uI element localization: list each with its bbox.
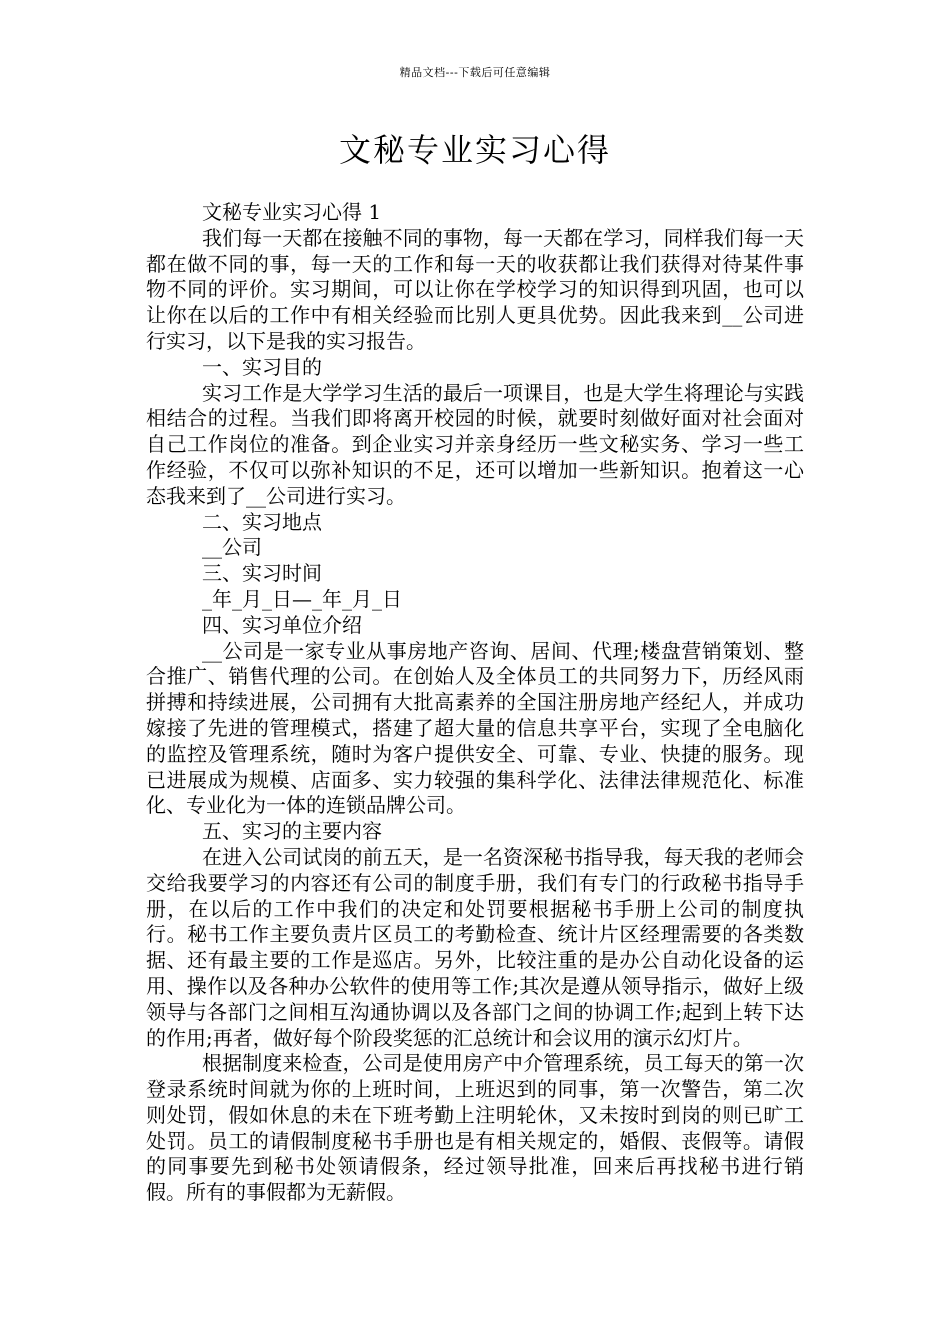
document-body — [146, 200, 804, 1206]
section-heading: 一、实习目的 — [202, 354, 322, 379]
section-heading: 文秘专业实习心得 1 — [202, 200, 382, 224]
document-title: 文秘专业实习心得 — [338, 131, 611, 169]
section-heading: 四、实习单位介绍 — [202, 612, 362, 637]
body-paragraph: _年_月_日—_年_月_日 — [202, 586, 402, 611]
section-heading: 二、实习地点 — [202, 509, 322, 534]
body-paragraph: __公司是一家专业从事房地产咨询、居间、代理;楼盘营销策划、整合推广、销售代理的公司。在创始人及全体员工的共同努力下，历经风雨拼搏和持续进展，公司拥有大批高素养的全国注册房地产经纪人，并成功嫁接了先进的管理模式，搭建了超大量的信息共享平台，实现了全电脑化的监控及管理系统，随时为客户提供安全、可靠、专业、快捷的服务。现已进展成为规模、店面多、实力较强的集科学化、法律法律规范化、标准化、专业化为一体的连锁品牌公司。 — [146, 638, 804, 818]
body-paragraph: 在进入公司试岗的前五天，是一名资深秘书指导我，每天我的老师会交给我要学习的内容还有公司的制度手册，我们有专门的行政秘书指导手册，在以后的工作中我们的决定和处罚要根据秘书手册上公司的制度执行。秘书工作主要负责片区员工的考勤检查、统计片区经理需要的各类数据、还有最主要的工作是巡店。另外，比较注重的是办公自动化设备的运用、操作以及各种办公软件的使用等工作;其次是遵从领导指示，做好上级领导与各部门之间相互沟通协调以及各部门之间的协调工作;起到上转下达的作用;再者，做好每个阶段奖惩的汇总统计和会议用的演示幻灯片。 — [146, 844, 804, 1050]
section-heading: 五、实习的主要内容 — [202, 819, 382, 844]
body-paragraph: __公司 — [202, 535, 262, 560]
section-heading: 三、实习时间 — [202, 561, 322, 586]
body-paragraph: 实习工作是大学学习生活的最后一项课目，也是大学生将理论与实践相结合的过程。当我们即将离开校园的时候，就要时刻做好面对社会面对自己工作岗位的准备。到企业实习并亲身经历一些文秘实务、学习一些工作经验，不仅可以弥补知识的不足，还可以增加一些新知识。抱着这一心态我来到了__公司进行实习。 — [146, 380, 804, 508]
body-paragraph: 根据制度来检查，公司是使用房产中介管理系统，员工每天的第一次登录系统时间就为你的上班时间，上班迟到的同事，第一次警告，第二次则处罚，假如休息的未在下班考勤上注明轮休，又未按时到岗的则已旷工处罚。员工的请假制度秘书手册也是有相关规定的，婚假、丧假等。请假的同事要先到秘书处领请假条，经过领导批准，回来后再找秘书进行销假。所有的事假都为无薪假。 — [146, 1051, 804, 1205]
body-paragraph: 我们每一天都在接触不同的事物，每一天都在学习，同样我们每一天都在做不同的事，每一天的工作和每一天的收获都让我们获得对待某件事物不同的评价。实习期间，可以让你在学校学习的知识得到巩固，也可以让你在以后的工作中有相关经验而比别人更具优势。因此我来到__公司进行实习，以下是我的实习报告。 — [146, 225, 804, 353]
header-note: 精品文档---下载后可任意编辑 — [399, 66, 551, 79]
